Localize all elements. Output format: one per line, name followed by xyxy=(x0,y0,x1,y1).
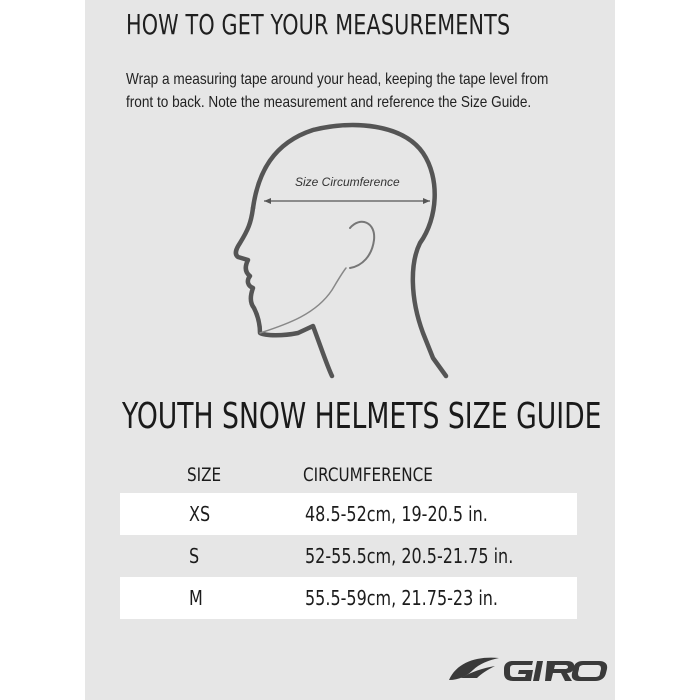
table-row xyxy=(120,493,577,535)
size-guide-title: YOUTH SNOW HELMETS SIZE GUIDE xyxy=(122,396,602,437)
table-row xyxy=(120,577,577,619)
giro-logo xyxy=(447,652,609,686)
face-outline xyxy=(236,208,332,376)
size-circumference-label: Size Circumference xyxy=(295,175,400,189)
instructions-line-2: front to back. Note the measurement and reference the Size Guide. xyxy=(126,94,532,111)
head-diagram xyxy=(228,118,478,380)
measurement-arrow-left xyxy=(264,198,271,204)
column-header-circumference: CIRCUMFERENCE xyxy=(303,463,433,486)
jaw-line xyxy=(260,268,346,333)
head-profile-illustration xyxy=(228,118,478,380)
size-table xyxy=(120,456,577,619)
measurement-arrow-right xyxy=(423,198,430,204)
size-cell: S xyxy=(189,544,200,568)
column-header-size: SIZE xyxy=(187,463,222,486)
head-outline xyxy=(253,125,446,376)
size-cell: M xyxy=(189,586,203,610)
giro-wing-icon xyxy=(447,652,609,686)
measurement-instructions xyxy=(126,68,602,114)
size-cell: XS xyxy=(189,502,211,526)
circumference-cell: 55.5-59cm, 21.75-23 in. xyxy=(305,586,499,610)
ear-outline xyxy=(350,222,374,268)
circumference-cell: 52-55.5cm, 20.5-21.75 in. xyxy=(305,544,514,568)
circumference-cell: 48.5-52cm, 19-20.5 in. xyxy=(305,502,488,526)
instructions-line-1: Wrap a measuring tape around your head, keeping the tape level from xyxy=(126,71,549,88)
table-header-row xyxy=(120,456,577,493)
measurements-title: HOW TO GET YOUR MEASUREMENTS xyxy=(126,8,511,41)
table-row xyxy=(120,535,577,577)
